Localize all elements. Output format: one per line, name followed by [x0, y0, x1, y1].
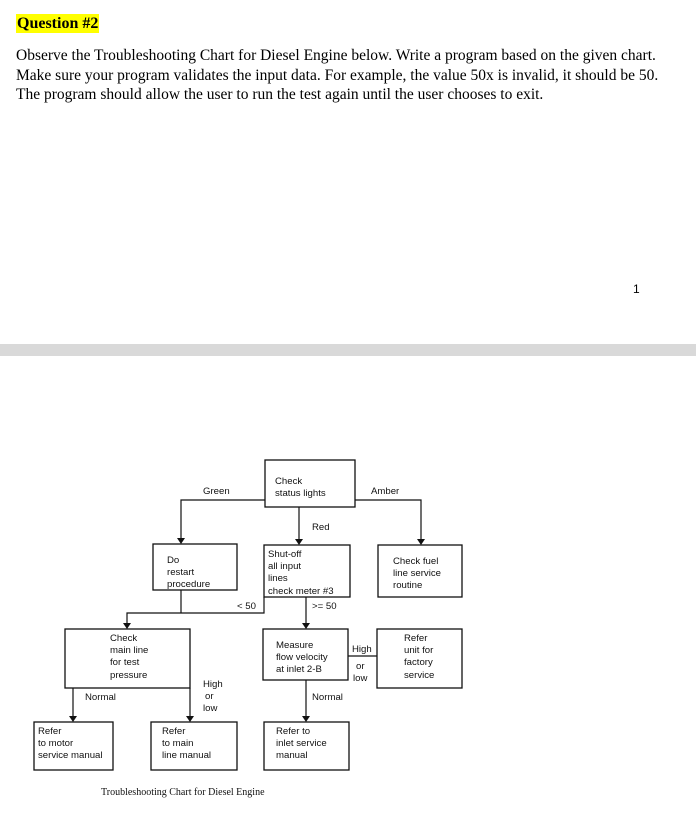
- label-ge50: >= 50: [312, 601, 337, 612]
- node-refer-main-line: [151, 722, 237, 770]
- node-line: service: [404, 670, 435, 681]
- node-check-main-line: [65, 629, 190, 688]
- arrowhead: [417, 539, 425, 545]
- node-line: Measure: [276, 640, 314, 651]
- node-line: restart: [167, 567, 195, 578]
- node-line: inlet service: [276, 738, 327, 749]
- node-line: Refer: [404, 633, 428, 644]
- node-line: lines: [268, 573, 288, 584]
- node-refer-motor: [34, 722, 113, 770]
- node-line: procedure: [167, 579, 211, 590]
- node-line: to motor: [38, 738, 74, 749]
- node-line: at inlet 2-B: [276, 664, 322, 675]
- arrowhead: [302, 623, 310, 629]
- arrowhead: [69, 716, 77, 722]
- arrowhead: [186, 716, 194, 722]
- page-break: [0, 344, 696, 356]
- node-line: all input: [268, 561, 302, 572]
- node-line: Refer: [162, 726, 186, 737]
- node-line: for test: [110, 657, 140, 668]
- label-high: High: [203, 679, 223, 690]
- edge-amber: [355, 500, 421, 541]
- node-check-fuel: [378, 545, 462, 597]
- arrowhead: [295, 539, 303, 545]
- node-shut-off: [264, 545, 350, 597]
- question-title: Question #2: [17, 15, 99, 32]
- node-line: main line: [110, 645, 149, 656]
- node-refer-factory: [377, 629, 462, 688]
- node-line: check meter #3: [268, 586, 334, 597]
- node-line: Do: [167, 555, 180, 566]
- node-line: Shut-off: [268, 549, 302, 560]
- node-line: pressure: [110, 670, 148, 681]
- node-line: line manual: [162, 750, 212, 761]
- arrowhead: [123, 623, 131, 629]
- label-low: low: [353, 673, 368, 684]
- label-normal: Normal: [85, 692, 116, 703]
- node-line: Check: [275, 476, 303, 487]
- label-or: or: [356, 661, 365, 672]
- node-check-status: [265, 460, 355, 507]
- node-line: factory: [404, 657, 433, 668]
- question-body: Observe the Troubleshooting Chart for Diesel Engine below. Write a program based on the given chart. Make sure your program validates the input data. For example, the value 50x is invalid, it should be 50. The program should allow the user to run the test again until the user chooses to exit.: [16, 47, 659, 103]
- arrowhead: [177, 538, 185, 544]
- label-low: low: [203, 703, 218, 714]
- label-high: High: [352, 644, 372, 655]
- node-line: to main: [162, 738, 194, 749]
- node-line: manual: [276, 750, 308, 761]
- node-line: Check: [110, 633, 138, 644]
- node-measure-flow: [263, 629, 348, 680]
- label-amber: Amber: [371, 486, 400, 497]
- node-line: Refer to: [276, 726, 311, 737]
- node-do-restart: [153, 544, 237, 590]
- node-line: Refer: [38, 726, 62, 737]
- edge-green: [181, 500, 265, 540]
- node-line: routine: [393, 580, 423, 591]
- label-lt50: < 50: [237, 601, 256, 612]
- node-line: Check fuel: [393, 556, 439, 567]
- node-line: status lights: [275, 488, 326, 499]
- node-line: line service: [393, 568, 441, 579]
- troubleshooting-flowchart: [0, 356, 696, 824]
- node-refer-inlet: [264, 722, 349, 770]
- arrowhead: [302, 716, 310, 722]
- node-line: flow velocity: [276, 652, 328, 663]
- node-line: unit for: [404, 645, 434, 656]
- page-number: 1: [633, 282, 640, 296]
- diagram-caption: Troubleshooting Chart for Diesel Engine: [101, 787, 265, 798]
- label-normal: Normal: [312, 692, 343, 703]
- label-or: or: [205, 691, 214, 702]
- node-line: service manual: [38, 750, 103, 761]
- label-red: Red: [312, 522, 330, 533]
- label-green: Green: [203, 486, 230, 497]
